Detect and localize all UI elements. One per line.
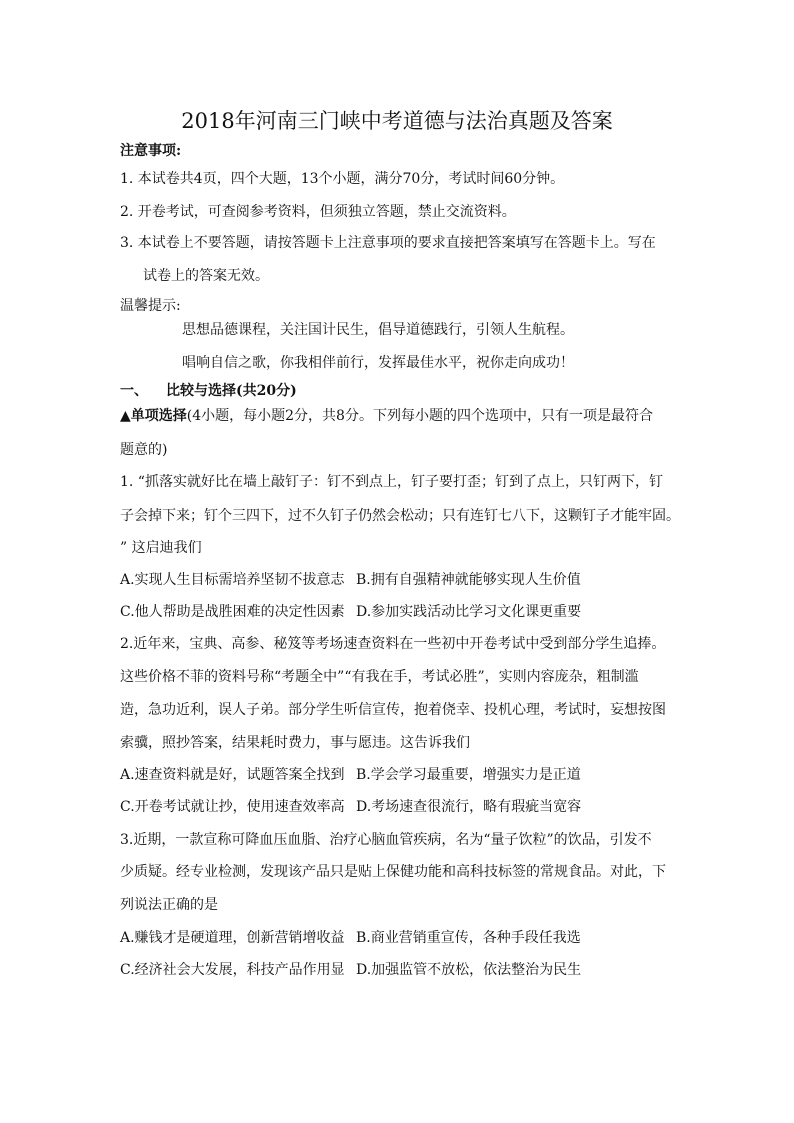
- option-a: A.速查资料就是好，试题答案全找到: [120, 767, 345, 783]
- page-title: 2018年河南三门峡中考道德与法治真题及答案: [181, 109, 613, 133]
- section-heading: [120, 381, 297, 401]
- instruction-text: (4小题，每小题2分，共8分。下列每小题的四个选项中，只有一项是最符合: [186, 408, 653, 424]
- option-a: A.实现人生目标需培养坚韧不拔意志: [120, 572, 345, 588]
- question-stem: 索骥，照抄答案，结果耗时费力，事与愿违。这告诉我们: [120, 735, 470, 751]
- question-stem: 少质疑。经专业检测，发现该产品只是贴上保健功能和高科技标签的常规食品。对此，下: [120, 864, 666, 880]
- notice-item: 试卷上的答案无效。: [143, 268, 269, 284]
- notice-item: 2. 开卷考试，可查阅参考资料，但须独立答题，禁止交流资料。: [120, 204, 516, 220]
- option-row: [120, 960, 581, 980]
- option-a: A.赚钱才是硬道理，创新营销增收益: [120, 930, 345, 946]
- question-stem: 2.近年来，宝典、高参、秘笈等考场速查资料在一些初中开卷考试中受到部分学生追捧。: [120, 636, 666, 652]
- notice-heading: 注意事项:: [120, 143, 182, 159]
- section-title: 比较与选择(共20分): [166, 383, 297, 399]
- single-choice-instruction: [120, 406, 653, 426]
- question-stem: 列说法正确的是: [120, 897, 218, 913]
- question-stem: ” 这启迪我们: [120, 540, 202, 556]
- tips-line: 唱响自信之歌，你我相伴前行，发挥最佳水平，祝你走向成功！: [182, 355, 574, 371]
- option-row: [120, 797, 581, 817]
- option-c: C.开卷考试就让抄，使用速查效率高: [120, 799, 345, 815]
- option-d: D.参加实践活动比学习文化课更重要: [356, 604, 582, 620]
- tips-heading: 温馨提示:: [120, 298, 181, 314]
- option-c: C.他人帮助是战胜困难的决定性因素: [120, 604, 345, 620]
- instruction-text: 题意的): [120, 442, 168, 458]
- option-d: D.加强监管不放松，依法整治为民生: [356, 962, 582, 978]
- notice-item: 3. 本试卷上不要答题，请按答题卡上注意事项的要求直接把答案填写在答题卡上。写在: [120, 235, 656, 251]
- question-stem: 这些价格不菲的资料号称“考题全中”“有我在手，考试必胜”，实则内容庞杂，粗制滥: [120, 669, 639, 685]
- question-stem: 造，急功近利，误人子弟。部分学生听信宣传，抱着侥幸、投机心理，考试时，妄想按图: [120, 702, 666, 718]
- option-row: [120, 602, 581, 622]
- option-d: D.考场速查很流行，略有瑕疵当宽容: [356, 799, 582, 815]
- option-b: B.学会学习最重要，增强实力是正道: [356, 767, 581, 783]
- option-row: [120, 570, 581, 590]
- option-b: B.拥有自强精神就能够实现人生价值: [356, 572, 581, 588]
- question-stem: 3.近期，一款宣称可降血压血脂、治疗心脑血管疾病，名为“量子饮粒”的饮品，引发不: [120, 832, 652, 848]
- tips-line: 思想品德课程，关注国计民生，倡导道德践行，引领人生航程。: [182, 322, 574, 338]
- option-b: B.商业营销重宣传，各种手段任我选: [356, 930, 581, 946]
- notice-item: 1. 本试卷共4页，四个大题，13个小题，满分70分，考试时间60分钟。: [120, 171, 565, 187]
- question-stem: 子会掉下来；钉个三四下，过不久钉子仍然会松动；只有连钉七八下，这颗钉子才能牢固。: [120, 508, 680, 524]
- option-row: [120, 765, 581, 785]
- single-choice-label: ▲单项选择: [120, 408, 187, 424]
- question-stem: 1. “抓落实就好比在墙上敲钉子：钉不到点上，钉子要打歪；钉到了点上，只钉两下，钉: [120, 474, 663, 490]
- section-number: 一、: [120, 383, 148, 399]
- option-c: C.经济社会大发展，科技产品作用显: [120, 962, 345, 978]
- option-row: [120, 928, 581, 948]
